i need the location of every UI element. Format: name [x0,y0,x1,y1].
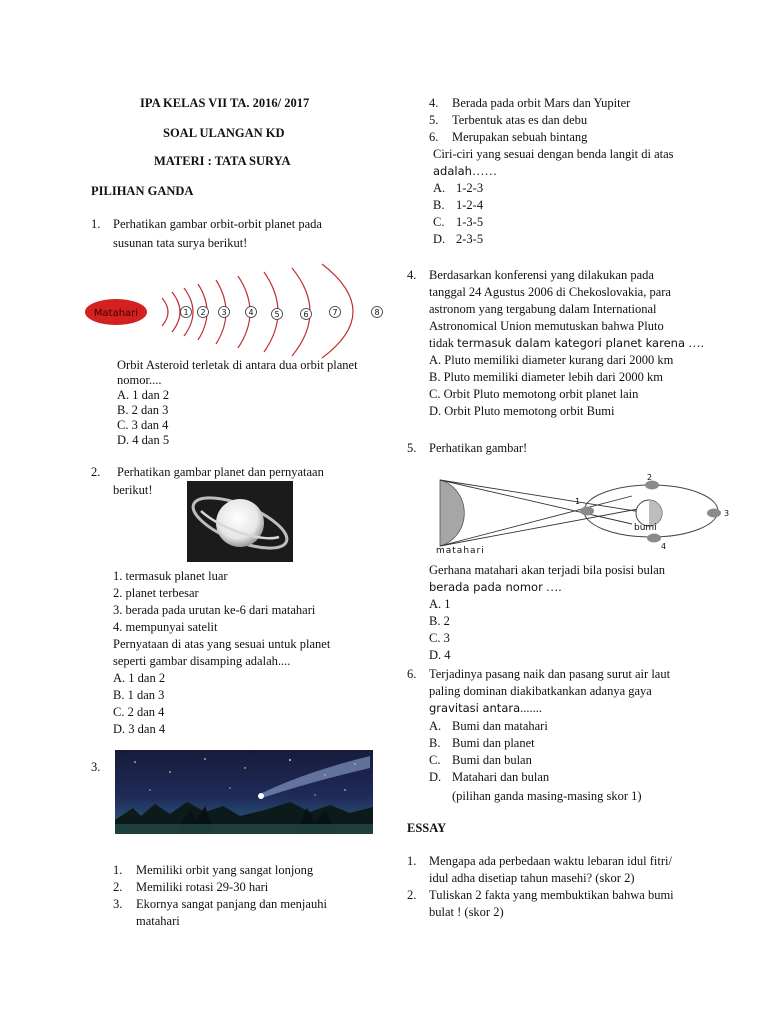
comet-image [115,750,373,834]
sun-label-eclipse: matahari [436,546,485,556]
q6-option-a: Bumi dan matahari [452,719,548,733]
q3-item-1-number: 1. [113,863,123,877]
orbit-label-5: 5 [274,310,280,319]
q3-item-4-number: 4. [429,96,439,110]
q3-option-b-letter: B. [433,198,445,212]
q3-item-1: Memiliki orbit yang sangat lonjong [136,863,314,877]
q3-option-b: 1-2-4 [456,198,484,212]
q5-stem-line2 [429,579,562,596]
q5-stem-word: berada pada nomor [429,580,543,594]
eclipse-label-2: 2 [647,474,653,482]
q2-option-d: D. 3 dan 4 [113,722,166,736]
saturn-image [187,481,293,562]
q4-line1: Berdasarkan konferensi yang dilakukan pada [429,268,654,282]
q4-option-d: D. Orbit Pluto memotong orbit Bumi [429,404,615,418]
q5-option-b: B. 2 [429,614,450,628]
section-essay: ESSAY [407,821,447,835]
q3-item-5-number: 5. [429,113,439,127]
orbit-label-6: 6 [303,310,309,319]
q6-option-c-letter: C. [429,753,441,767]
q5-option-a: A. 1 [429,597,451,611]
q4-option-c: C. Orbit Pluto memotong orbit planet lain [429,387,639,401]
q5-text: Perhatikan gambar! [429,441,528,455]
q3-option-c: 1-3-5 [456,215,484,229]
q4-line4: Astronomical Union memutuskan bahwa Pluto [429,319,664,333]
q6-option-b: Bumi dan planet [452,736,535,750]
materi-heading: MATERI : TATA SURYA [154,154,291,168]
q2-statement-3: 3. berada pada urutan ke-6 dari matahari [113,603,316,617]
q4-option-b: B. Pluto memiliki diameter lebih dari 2000 km [429,370,663,384]
q1-option-c: C. 3 dan 4 [117,418,169,432]
orbit-label-4: 4 [248,308,254,317]
q3-item-2-number: 2. [113,880,123,894]
sun-half-shape [440,480,464,546]
q1-stem-line1: Orbit Asteroid terletak di antara dua orbit planet [117,358,358,372]
exam-title: IPA KELAS VII TA. 2016/ 2017 [140,96,310,110]
q2-number: 2. [91,465,101,479]
essay-2-line1: Tuliskan 2 fakta yang membuktikan bahwa bumi [429,888,674,902]
q5-number: 5. [407,441,417,455]
q2-statement-1: 1. termasuk planet luar [113,569,228,583]
q3-stem-line1: Ciri-ciri yang sesuai dengan benda langit di atas [433,147,674,161]
q3-option-d: 2-3-5 [456,232,484,246]
q3-item-6: Merupakan sebuah bintang [452,130,588,144]
q3-number: 3. [91,760,101,774]
q6-option-b-letter: B. [429,736,441,750]
q2-option-b: B. 1 dan 3 [113,688,165,702]
q6-option-a-letter: A. [429,719,442,733]
q4-line3: astronom yang tergabung dalam International [429,302,657,316]
section-pilihan-ganda: PILIHAN GANDA [91,184,194,198]
q2-statement-4: 4. mempunyai satelit [113,620,218,634]
q4-option-a: A. Pluto memiliki diameter kurang dari 2000 km [429,353,674,367]
q6-line1: Terjadinya pasang naik dan pasang surut air laut [429,667,671,681]
q3-item-6-number: 6. [429,130,439,144]
q6-line3-dots: ....... [520,701,543,715]
orbit-label-7: 7 [332,308,338,317]
q2-text-line1: Perhatikan gambar planet dan pernyataan [117,465,324,479]
q4-number: 4. [407,268,417,282]
q1-option-d: D. 4 dan 5 [117,433,170,447]
q4-line5 [429,335,704,352]
q6-line3 [429,700,542,717]
q1-number: 1. [91,217,101,231]
q1-text-line2: susunan tata surya berikut! [113,236,248,250]
q6-number: 6. [407,667,417,681]
q2-stem-line2: seperti gambar disamping adalah.... [113,654,291,668]
q3-item-3-line1: Ekornya sangat panjang dan menjauhi [136,897,327,911]
eclipse-label-1: 1 [575,497,581,506]
essay-1-line2: idul adha disetiap tahun masehi? (skor 2) [429,871,635,885]
q6-line3-word: gravitasi antara [429,701,521,715]
q3-stem-dots: …… [471,164,497,178]
essay-1-line1: Mengapa ada perbedaan waktu lebaran idul fitri/ [429,854,672,868]
q6-option-d-letter: D. [429,770,442,784]
q6-option-c: Bumi dan bulan [452,753,532,767]
essay-1-number: 1. [407,854,417,868]
q3-option-c-letter: C. [433,215,445,229]
q3-item-4: Berada pada orbit Mars dan Yupiter [452,96,631,110]
q1-option-b: B. 2 dan 3 [117,403,169,417]
q1-stem-line2: nomor.... [117,373,162,387]
exam-subtitle: SOAL ULANGAN KD [163,126,285,140]
q2-option-c: C. 2 dan 4 [113,705,165,719]
q6-line2: paling dominan diakibatkankan adanya gaya [429,684,652,698]
orbit-label-1: 1 [183,308,189,317]
sun-label: Matahari [93,308,139,319]
earth-label: bumi [634,523,657,533]
essay-2-line2: bulat ! (skor 2) [429,905,504,919]
q3-item-3-number: 3. [113,897,123,911]
q5-stem-line1: Gerhana matahari akan terjadi bila posisi bulan [429,563,666,577]
q6-option-d: Matahari dan bulan [452,770,550,784]
q2-text-line2: berikut! [113,483,153,497]
q3-option-a-letter: A. [433,181,446,195]
q2-statement-2: 2. planet terbesar [113,586,199,600]
orbit-label-8: 8 [374,308,380,317]
q2-stem-line1: Pernyataan di atas yang sesuai untuk planet [113,637,331,651]
eclipse-label-4: 4 [661,542,667,551]
orbit-figure [84,262,390,360]
q4-line5-dots: …. [688,336,704,350]
eclipse-figure [432,474,738,556]
q5-stem-dots: …. [545,580,562,594]
q3-item-3-line2: matahari [136,914,180,928]
q4-line5-b: termasuk dalam kategori planet karena [457,336,685,350]
essay-2-number: 2. [407,888,417,902]
q4-line5-a: tidak [429,336,454,350]
q3-option-a: 1-2-3 [456,181,484,195]
q3-item-2: Memiliki rotasi 29-30 hari [136,880,269,894]
eclipse-label-3: 3 [724,509,730,518]
orbit-label-2: 2 [200,308,206,317]
q3-item-5: Terbentuk atas es dan debu [452,113,588,127]
q5-option-c: C. 3 [429,631,450,645]
q1-option-a: A. 1 dan 2 [117,388,170,402]
q4-line2: tanggal 24 Agustus 2006 di Chekoslovakia, para [429,285,671,299]
q3-stem-line2 [433,163,497,180]
q1-text-line1: Perhatikan gambar orbit-orbit planet pada [113,217,322,231]
q5-option-d: D. 4 [429,648,451,662]
q2-option-a: A. 1 dan 2 [113,671,166,685]
q6-score-note: (pilihan ganda masing-masing skor 1) [452,789,642,803]
q3-stem-word: adalah [433,164,472,178]
q3-option-d-letter: D. [433,232,446,246]
orbit-label-3: 3 [221,308,227,317]
